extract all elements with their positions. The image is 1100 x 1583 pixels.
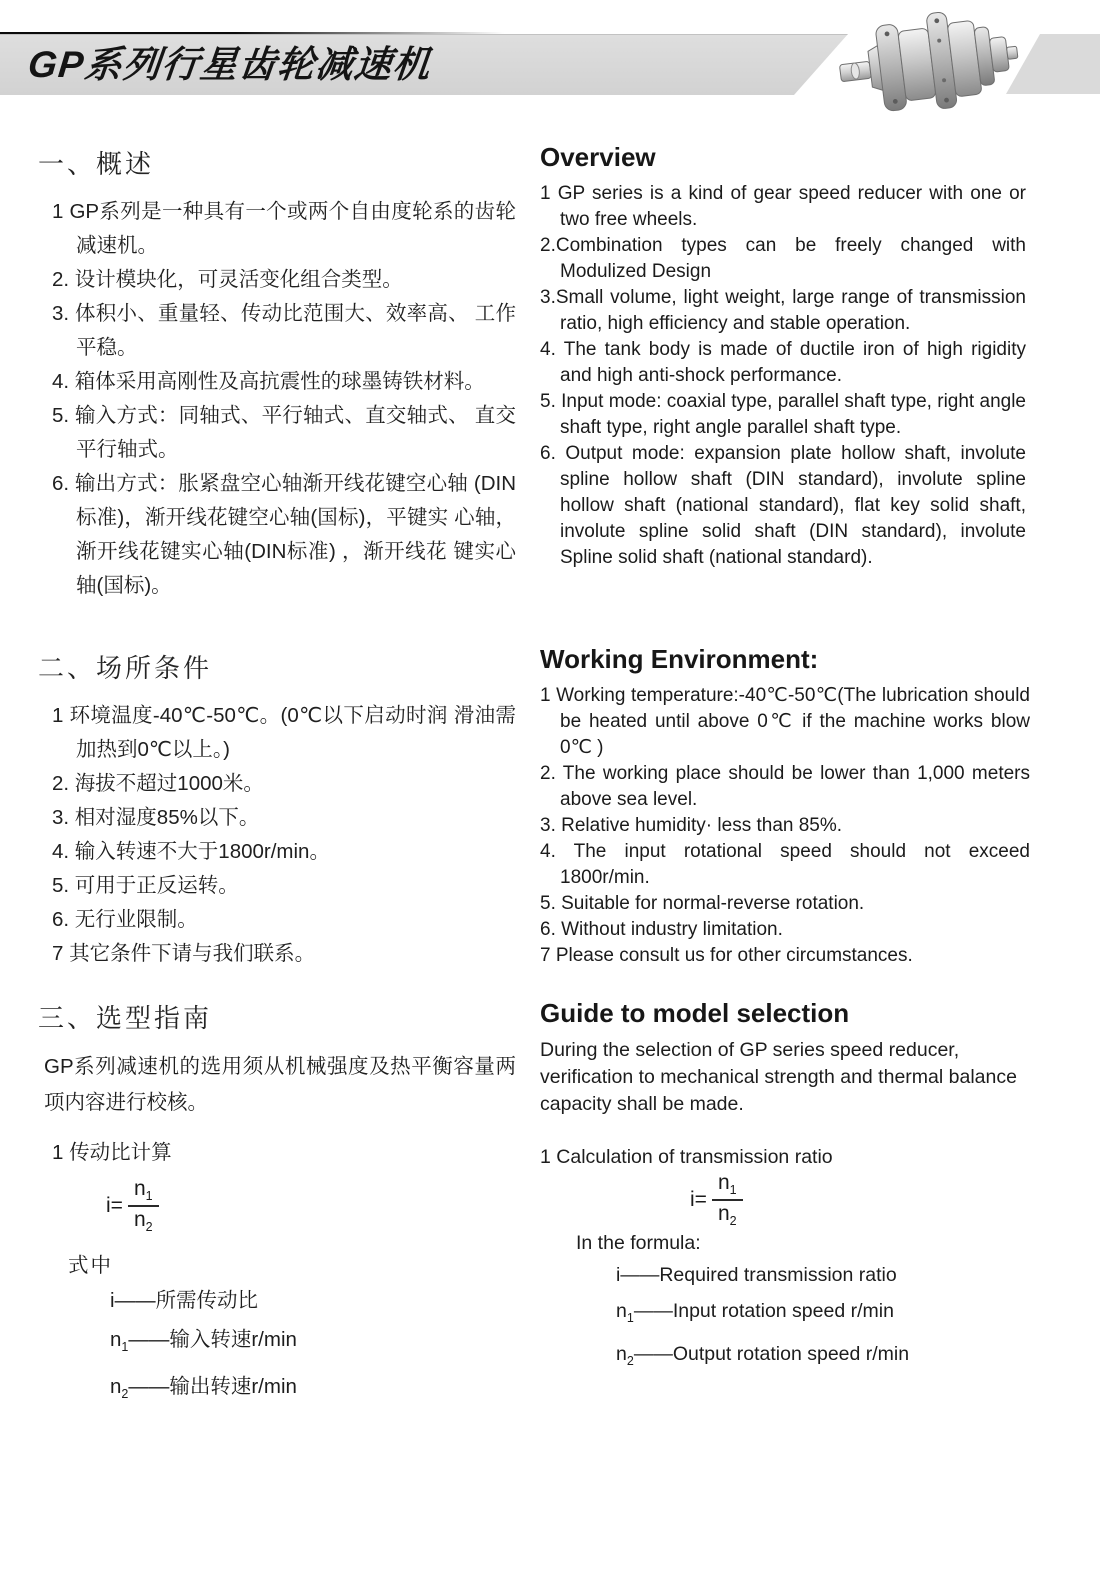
list-item: 4. 箱体采用高刚性及高抗震性的球墨铸铁材料。 <box>52 370 485 393</box>
list-item: 6. Without industry limitation. <box>540 919 783 940</box>
formula-lhs: i= <box>106 1193 123 1217</box>
en-environment-list <box>538 683 1030 969</box>
list-item: 2.Combination types can be freely changed with Modulized Design <box>540 235 1026 282</box>
section-cn-environment <box>38 648 516 971</box>
list-item: 6. 输出方式：胀紧盘空心轴渐开线花键空心轴 (DIN标准)，渐开线花键空心轴(国标)，平键实 心轴，渐开线花键实心轴(DIN标准) ，渐开线花 键实心轴(国标)。 <box>52 472 516 597</box>
list-item: 7 Please consult us for other circumstances. <box>540 945 913 966</box>
list-item: 7 其它条件下请与我们联系。 <box>52 942 316 965</box>
cn-environment-list <box>38 699 516 971</box>
section-cn-overview <box>38 144 516 603</box>
list-item: 2. The working place should be lower than 1,000 meters above sea level. <box>540 763 1030 810</box>
list-item: 1 GP series is a kind of gear speed reducer with one or two free wheels. <box>540 183 1026 230</box>
list-item: 5. 输入方式：同轴式、平行轴式、直交轴式、 直交平行轴式。 <box>52 404 516 461</box>
list-item: 1 Working temperature:-40℃-50℃(The lubrication should be heated until above 0℃ if the machine works blow 0℃ ) <box>540 685 1030 758</box>
formula-note: In the formula: <box>576 1232 701 1255</box>
section-heading: 一、概述 <box>38 149 155 179</box>
cn-overview-list <box>38 195 516 603</box>
section-heading: Overview <box>540 142 656 172</box>
list-item: 2. 设计模块化，可灵活变化组合类型。 <box>52 268 403 291</box>
formula-fraction <box>128 1177 159 1234</box>
en-overview-list <box>538 181 1026 571</box>
formula-denominator: $n_2$ <box>717 1201 737 1228</box>
formula-lhs: i= <box>690 1187 707 1211</box>
formula-note: 式中 <box>68 1254 113 1278</box>
list-item: 1 GP系列是一种具有一个或两个自由度轮系的齿轮减速机。 <box>52 200 516 257</box>
section-heading: Guide to model selection <box>540 998 850 1028</box>
section-en-selection-guide <box>538 998 1030 1377</box>
section-heading: 三、选型指南 <box>38 1003 213 1033</box>
list-item: 2. 海拔不超过1000米。 <box>52 772 264 795</box>
list-item: 3. 相对湿度85%以下。 <box>52 806 260 829</box>
formula-legend-line: $n_1——$输入转速r/min <box>110 1328 297 1355</box>
calc-label: 1 Calculation of transmission ratio <box>540 1146 833 1168</box>
formula-denominator: $n_2$ <box>133 1207 153 1234</box>
page-title: GP系列行星齿轮减速机 <box>26 44 434 85</box>
list-item: 4. The tank body is made of ductile iron of high rigidity and high anti-shock performance. <box>540 339 1026 386</box>
list-item: 5. 可用于正反运转。 <box>52 874 239 897</box>
formula-fraction <box>712 1171 743 1228</box>
formula-legend-line: $n_2——$输出转速r/min <box>110 1375 297 1402</box>
section-en-environment <box>538 644 1030 969</box>
list-item: 3.Small volume, light weight, large range of transmission ratio, high efficiency and stable operation. <box>540 287 1026 334</box>
formula-legend-line: $n_1——Input$ rotation speed r/min <box>616 1300 894 1326</box>
list-item: 5. Input mode: coaxial type, parallel shaft type, right angle shaft type, right angle parallel shaft type. <box>540 391 1026 438</box>
list-item: 6. Output mode: expansion plate hollow shaft, involute spline hollow shaft (DIN standard), involute spline hollow shaft (national standard), flat key solid shaft, involute spline solid shaft (DIN standard), involute Spline solid shaft (national standard). <box>540 443 1026 568</box>
list-item: 4. The input rotational speed should not exceed 1800r/min. <box>540 841 1030 888</box>
list-item: 6. 无行业限制。 <box>52 908 198 931</box>
transmission-ratio-formula <box>106 1177 516 1234</box>
formula-legend-line: i——Required transmission ratio <box>616 1264 897 1287</box>
formula-numerator: $n_1$ <box>712 1171 743 1201</box>
formula-legend-line: i——所需传动比 <box>110 1289 259 1313</box>
list-item: 3. 体积小、重量轻、传动比范围大、效率高、 工作平稳。 <box>52 302 516 359</box>
list-item: 5. Suitable for normal-reverse rotation. <box>540 893 865 914</box>
transmission-ratio-formula <box>690 1171 1030 1228</box>
section-heading: 二、场所条件 <box>38 653 213 683</box>
selection-intro: GP系列减速机的选用须从机械强度及热平衡容量两项内容进行校核。 <box>44 1055 516 1114</box>
section-heading: Working Environment: <box>540 644 819 674</box>
section-cn-selection-guide <box>38 998 516 1411</box>
formula-numerator: $n_1$ <box>128 1177 159 1207</box>
section-en-overview <box>538 142 1026 571</box>
list-item: 3. Relative humidity· less than 85%. <box>540 815 843 836</box>
planetary-gear-reducer-image <box>836 2 1022 120</box>
calc-label: 1 传动比计算 <box>52 1141 172 1164</box>
formula-legend <box>38 1284 516 1411</box>
list-item: 1 环境温度-40℃-50℃。(0℃以下启动时润 滑油需加热到0℃以上。) <box>52 704 516 761</box>
formula-legend-line: $n_2——Output$ rotation speed r/min <box>616 1343 910 1368</box>
selection-intro: During the selection of GP series speed reducer, verification to mechanical strength and thermal balance capacity shall be made. <box>540 1039 1017 1115</box>
formula-legend <box>538 1260 1030 1377</box>
list-item: 4. 输入转速不大于1800r/min。 <box>52 840 330 863</box>
